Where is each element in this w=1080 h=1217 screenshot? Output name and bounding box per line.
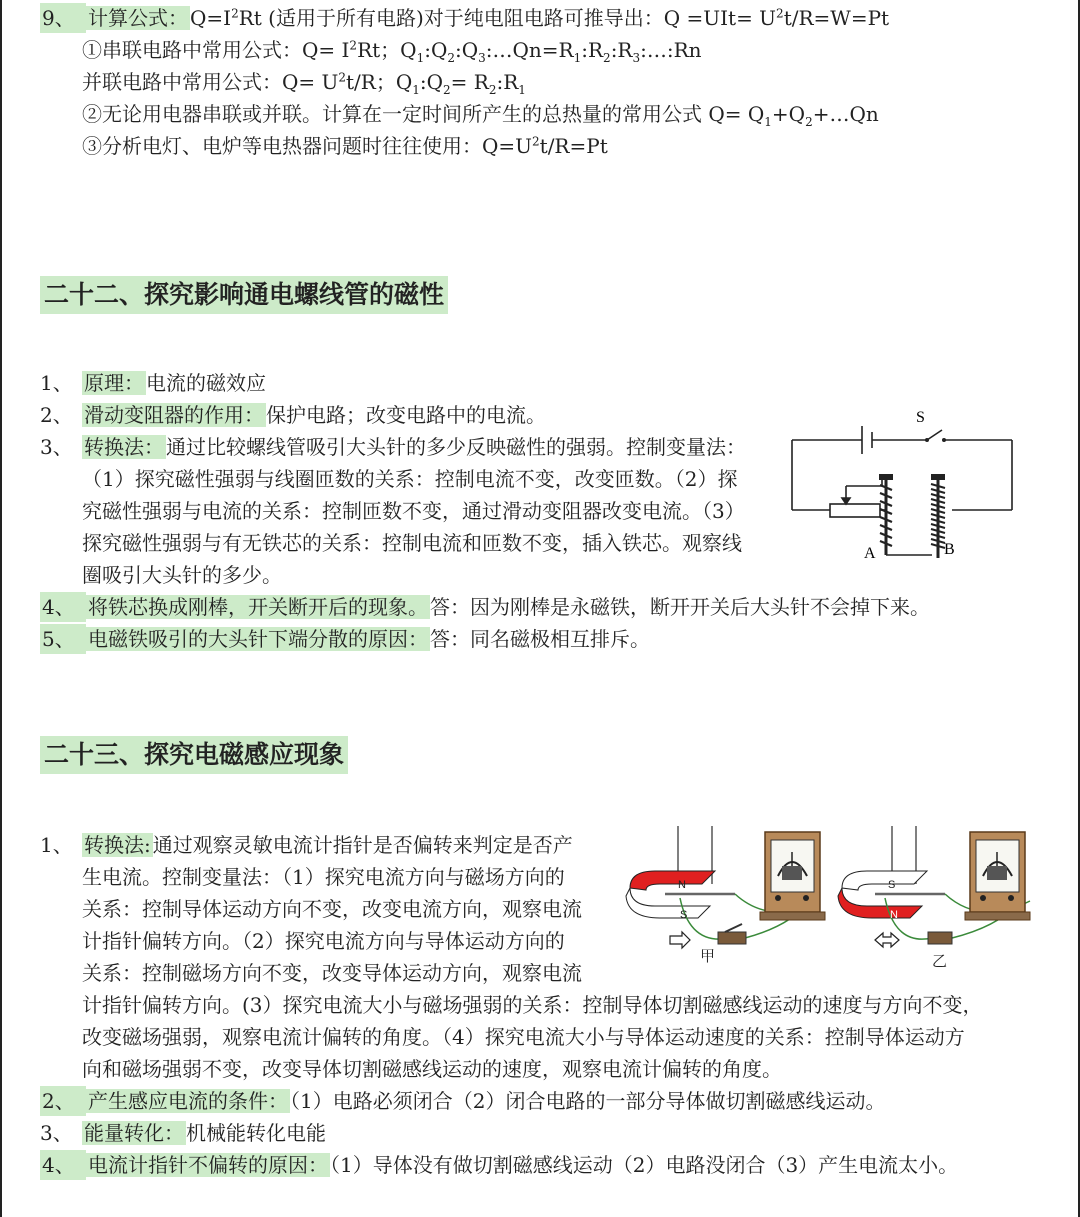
subscript: 1 — [412, 83, 420, 97]
formula-text: :Q — [454, 38, 479, 62]
formula-text: :Q — [419, 70, 444, 94]
item-text: 电流的磁效应 — [146, 371, 266, 395]
formula-text: +…Qn — [812, 102, 879, 126]
item-text: 机械能转化电能 — [186, 1121, 326, 1145]
item-number: 4、 — [40, 592, 86, 622]
item-number: 3、 — [40, 435, 73, 459]
superscript: 2 — [338, 70, 347, 85]
arrow-both-icon — [875, 933, 899, 947]
switch-contact — [942, 438, 946, 442]
s23-item-1 — [40, 830, 573, 860]
formula-text: ①串联电路中常用公式：Q= I — [82, 38, 350, 62]
item-label: 转换法: — [84, 833, 151, 857]
formula-text: Rt (适用于所有电路)对于纯电阻电路可推导出：Q =UIt= U — [238, 6, 777, 30]
s22-item-3 — [40, 432, 746, 462]
s22-item-3-line: 究磁性强弱与电流的关系：控制匝数不变，通过滑动变阻器改变电流。（3） — [82, 499, 745, 523]
formula-text: +Q — [771, 102, 806, 126]
subscript: 2 — [603, 51, 611, 65]
solenoid-circuit-diagram — [782, 400, 1022, 570]
s23-item-1-line: 计指针偏转方向。（2）探究电流方向与导体运动方向的 — [82, 929, 565, 953]
item-number: 1、 — [40, 833, 73, 857]
subscript: 1 — [573, 51, 582, 65]
item-label: 计算公式： — [88, 6, 188, 30]
switch-base — [928, 932, 952, 944]
s23-item-3 — [40, 1118, 326, 1148]
pole-label-n: N — [678, 879, 686, 891]
page-border-left — [0, 0, 2, 1217]
formula-text: 并联电路中常用公式：Q= U — [82, 70, 339, 94]
item-text: 保护电路；改变电路中的电流。 — [266, 403, 546, 427]
subscript: 1 — [518, 83, 526, 97]
item-number: 5、 — [40, 624, 86, 654]
arrow-right-icon — [670, 932, 690, 948]
magnet-south-part — [626, 888, 710, 918]
s23-item-1-line: 向和磁场强弱不变，改变导体切割磁感线运动的速度，观察电流计偏转的角度。 — [82, 1057, 782, 1081]
s22-item-5 — [40, 624, 650, 654]
item-number: 4、 — [40, 1150, 86, 1180]
s23-item-1-line: 计指针偏转方向。(3）探究电流大小与磁场强弱的关系：控制导体切割磁感线运动的速度与方向不变， — [82, 993, 983, 1017]
magnet-south-part — [842, 871, 927, 890]
item-number: 2、 — [40, 1086, 86, 1116]
magnet-north-part — [838, 888, 922, 918]
item-label: 能量转化： — [84, 1121, 184, 1145]
s22-item-3-line: （1）探究磁性强弱与线圈匝数的关系：控制电流不变，改变匝数。（2）探 — [82, 467, 738, 491]
subscript: 1 — [416, 51, 425, 65]
superscript: 2 — [349, 38, 358, 53]
formula-text: t/R；Q — [346, 70, 413, 94]
subscript: 2 — [488, 83, 497, 97]
item-number: 1、 — [40, 371, 73, 395]
item-9 — [40, 3, 889, 33]
figure-label-yi: 乙 — [932, 954, 948, 970]
s23-item-1-line: 改变磁场强弱，观察电流计偏转的角度。（4）探究电流大小与导体运动速度的关系：控制导体运动方 — [82, 1025, 965, 1049]
s23-item-1-line: 关系：控制磁场方向不变，改变导体运动方向，观察电流 — [82, 961, 582, 985]
item-text: 答：因为刚棒是永磁铁，断开开关后大头针不会掉下来。 — [430, 595, 930, 619]
section-23-heading: 二十三、探究电磁感应现象 — [40, 736, 348, 774]
item-label: 电磁铁吸引的大头针下端分散的原因： — [88, 627, 428, 651]
item-label: 转换法： — [84, 435, 164, 459]
pole-label-n: N — [890, 909, 898, 921]
item-label: 电流计指针不偏转的原因： — [88, 1153, 328, 1177]
subscript: 2 — [447, 51, 455, 65]
s23-item-4 — [40, 1150, 958, 1180]
item-number: 3、 — [40, 1121, 73, 1145]
formula-text: :…Qn=R — [485, 38, 574, 62]
subscript: 3 — [478, 51, 486, 65]
pole-label-s: S — [680, 909, 688, 921]
item-label: 将铁芯换成刚棒，开关断开后的现象。 — [88, 595, 428, 619]
superscript: 2 — [231, 6, 239, 21]
induction-experiment-figure — [620, 826, 1060, 976]
formula-text: t/R=W=Pt — [783, 6, 890, 30]
item-text: 答：同名磁极相互排斥。 — [430, 627, 650, 651]
subscript: 2 — [805, 115, 813, 129]
formula-text: :…:Rn — [640, 38, 702, 62]
formula-text: = R — [450, 70, 489, 94]
item-number: 9、 — [40, 3, 86, 33]
total-heat-formula — [82, 99, 879, 129]
solenoid-b-label: B — [944, 541, 955, 558]
series-formula — [82, 35, 702, 65]
item-text: （1）电路必须闭合（2）闭合电路的一部分导体做切割磁感线运动。 — [290, 1089, 886, 1113]
formula-text: :R — [610, 38, 633, 62]
parallel-formula — [82, 67, 526, 97]
formula-text: Q=I — [190, 6, 232, 30]
lamp-formula — [82, 131, 608, 161]
setup-jia — [626, 826, 825, 965]
s22-item-3-line: 圈吸引大头针的多少。 — [82, 563, 282, 587]
s22-item-4 — [40, 592, 930, 622]
item-text: 通过比较螺线管吸引大头针的多少反映磁性的强弱。控制变量法： — [166, 435, 746, 459]
formula-text: :Q — [424, 38, 448, 62]
switch-base — [718, 932, 746, 944]
item-label: 滑动变阻器的作用： — [84, 403, 264, 427]
formula-text: :R — [496, 70, 519, 94]
s23-item-1-line: 生电流。控制变量法：（1）探究电流方向与磁场方向的 — [82, 865, 565, 889]
formula-text: Rt；Q — [357, 38, 417, 62]
subscript: 2 — [443, 83, 451, 97]
item-text: （1）导体没有做切割磁感线运动（2）电路没闭合（3）产生电流太小。 — [330, 1153, 959, 1177]
s23-item-1-line: 关系：控制导体运动方向不变，改变电流方向，观察电流 — [82, 897, 582, 921]
magnet-north-part — [630, 871, 715, 890]
solenoid-b — [931, 474, 945, 558]
setup-yi — [838, 826, 1030, 970]
pole-label-s: S — [888, 879, 896, 891]
item-label: 原理： — [84, 371, 144, 395]
s22-item-1 — [40, 368, 266, 398]
solenoid-a-label: A — [864, 545, 876, 562]
item-label: 产生感应电流的条件： — [88, 1089, 288, 1113]
formula-text: ②无论用电器串联或并联。计算在一定时间所产生的总热量的常用公式 Q= Q — [82, 102, 765, 126]
s22-item-3-line: 探究磁性强弱与有无铁芯的关系：控制电流和匝数不变，插入铁芯。观察线 — [82, 531, 742, 555]
formula-text: :R — [581, 38, 604, 62]
subscript: 1 — [764, 115, 772, 129]
item-number: 2、 — [40, 403, 73, 427]
superscript: 2 — [776, 6, 784, 21]
switch-label: S — [916, 409, 925, 426]
item-text: 通过观察灵敏电流计指针是否偏转来判定是否产 — [152, 833, 573, 857]
s22-item-2 — [40, 400, 546, 430]
figure-label-jia: 甲 — [700, 949, 716, 965]
solenoid-a — [879, 474, 893, 555]
section-22-heading: 二十二、探究影响通电螺线管的磁性 — [40, 276, 448, 314]
switch-contact — [925, 438, 929, 442]
formula-text: ③分析电灯、电炉等电热器问题时往往使用：Q=U — [82, 134, 533, 158]
subscript: 3 — [632, 51, 641, 65]
formula-text: t/R=Pt — [539, 134, 608, 158]
superscript: 2 — [532, 134, 540, 149]
s23-item-2 — [40, 1086, 885, 1116]
